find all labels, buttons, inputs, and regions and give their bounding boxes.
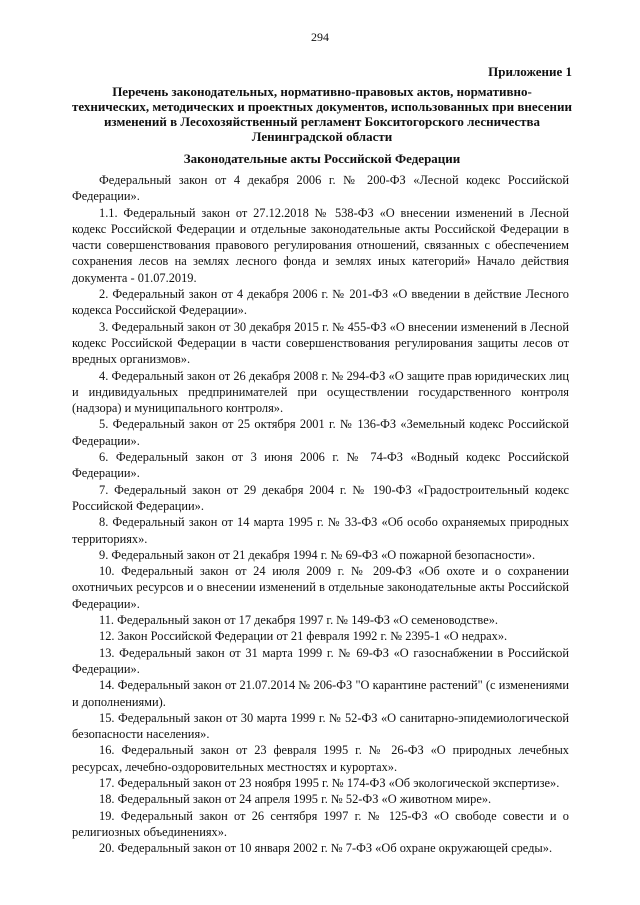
section-heading: Законодательные акты Российской Федерации xyxy=(183,151,461,166)
law-item: 4. Федеральный закон от 26 декабря 2008 г. № 294-ФЗ «О защите прав юридических лиц и индивидуальных предпринимателей при осуществлении государственного контроля (надзора) и муниципального контроля». xyxy=(72,368,569,416)
law-item: 10. Федеральный закон от 24 июля 2009 г. № 209-ФЗ «Об охоте и о сохранении охотничьих ресурсов и о внесении изменений в отдельные законодательные акты Российской Федерации». xyxy=(72,564,569,611)
law-item: 3. Федеральный закон от 30 декабря 2015 г. № 455-ФЗ «О внесении изменений в Лесной кодекс Российской Федерации в части совершенствования регулирования защиты лесов от вредных организмов». xyxy=(72,319,569,367)
law-item: 20. Федеральный закон от 10 января 2002 г. № 7-ФЗ «Об охране окружающей среды». xyxy=(99,841,553,856)
law-item: 13. Федеральный закон от 31 марта 1999 г. № 69-ФЗ «О газоснабжении в Российской Федерации». xyxy=(72,645,569,676)
law-item: 11. Федеральный закон от 17 декабря 1997 г. № 149-ФЗ «О семеноводстве». xyxy=(99,613,498,628)
law-item: 2. Федеральный закон от 4 декабря 2006 г. № 201-ФЗ «О введении в действие Лесного кодекса Российской Федерации». xyxy=(72,287,569,318)
law-item: 18. Федеральный закон от 24 апреля 1995 г. № 52-ФЗ «О животном мире». xyxy=(99,792,492,807)
law-item: 6. Федеральный закон от 3 июня 2006 г. № 74-ФЗ «Водный кодекс Российской Федерации». xyxy=(72,450,569,481)
title-line: Перечень законодательных, нормативно-правовых актов, нормативно- xyxy=(112,84,532,99)
law-item: 1.1. Федеральный закон от 27.12.2018 № 538-ФЗ «О внесении изменений в Лесной кодекс Российской Федерации и отдельные законодательные акты Российской Федерации в части совершенствования правового регулирования отношений, связанных с обеспечением сохранения лесов на землях лесного фонда и землях иных категорий» Начало действия документа - 01.07.2019. xyxy=(72,205,569,285)
page-number: 294 xyxy=(311,30,329,44)
law-item: 8. Федеральный закон от 14 марта 1995 г. № 33-ФЗ «Об особо охраняемых природных территориях». xyxy=(72,515,569,546)
title-line: Ленинградской области xyxy=(251,129,393,144)
document-title xyxy=(72,84,572,144)
law-item: 9. Федеральный закон от 21 декабря 1994 г. № 69-ФЗ «О пожарной безопасности». xyxy=(99,547,536,562)
law-item: 17. Федеральный закон от 23 ноября 1995 г. № 174-ФЗ «Об экологической экспертизе». xyxy=(99,775,560,790)
title-line: технических, методических и проектных документов, использованных при внесении xyxy=(72,99,572,114)
law-item: 5. Федеральный закон от 25 октября 2001 г. № 136-ФЗ «Земельный кодекс Российской Федерации». xyxy=(72,417,569,448)
law-item: 7. Федеральный закон от 29 декабря 2004 г. № 190-ФЗ «Градостроительный кодекс Российской Федерации». xyxy=(72,482,569,513)
appendix-label: Приложение 1 xyxy=(488,64,572,79)
law-item: 15. Федеральный закон от 30 марта 1999 г. № 52-ФЗ «О санитарно-эпидемиологической безопасности населения». xyxy=(72,710,569,742)
title-line: изменений в Лесохозяйственный регламент Бокситогорского лесничества xyxy=(103,114,541,129)
law-item: 16. Федеральный закон от 23 февраля 1995 г. № 26-ФЗ «О природных лечебных ресурсах, лечебно-оздоровительных местностях и курортах». xyxy=(72,743,569,774)
law-list xyxy=(72,172,569,856)
law-item: 19. Федеральный закон от 26 сентября 1997 г. № 125-ФЗ «О свободе совести и о религиозных объединениях». xyxy=(72,808,569,839)
law-item: 12. Закон Российской Федерации от 21 февраля 1992 г. № 2395-1 «О недрах». xyxy=(99,629,508,644)
law-item: 14. Федеральный закон от 21.07.2014 № 206-ФЗ "О карантине растений" (с изменениями и дополнениями). xyxy=(72,678,569,709)
law-item: Федеральный закон от 4 декабря 2006 г. № 200-ФЗ «Лесной кодекс Российской Федерации». xyxy=(72,173,569,204)
